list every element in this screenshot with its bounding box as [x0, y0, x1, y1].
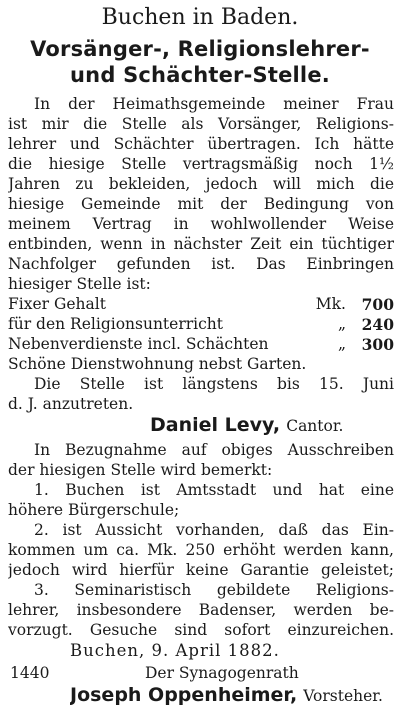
salary-label: für den Religionsunterricht	[8, 315, 224, 333]
salary-unit: Mk.	[315, 295, 346, 313]
salary-unit: „	[337, 315, 346, 333]
body-line: meinem Vertrag in wohlwollender Weise	[8, 215, 394, 233]
salary-row	[8, 335, 394, 354]
title-line-1: Vorsänger-, Religionslehrer-	[30, 37, 370, 61]
notice-line: 3. Seminaristisch gebildete Religions-	[34, 581, 394, 599]
body-line: entbinden, wenn in nächster Zeit ein tüchtiger	[8, 235, 394, 253]
notice-line: höhere Bürgerschule;	[8, 501, 180, 519]
body-line: In der Heimathsgemeinde meiner Frau	[34, 95, 394, 113]
body-line: ist mir die Stelle als Vorsänger, Religions-	[8, 115, 394, 133]
body-line: d. J. anzutreten.	[8, 395, 134, 413]
notice-line: der hiesigen Stelle wird bemerkt:	[8, 461, 273, 479]
notice-line: In Bezugnahme auf obiges Ausschreiben	[34, 441, 394, 459]
notice-line: kommen um ca. Mk. 250 erhöht werden kann,	[8, 541, 394, 559]
signature-name: Daniel Levy,	[150, 414, 281, 436]
place-heading: Buchen in Baden.	[101, 5, 299, 30]
body-line: lehrer und Schächter übertragen. Ich hätte	[8, 135, 394, 153]
salary-label: Nebenverdienste incl. Schächten	[8, 335, 269, 353]
signature-title: Cantor.	[286, 417, 344, 435]
council-name: Der Synagogenrath	[145, 664, 299, 682]
notice-line: lehrer, insbesondere Badenser, werden be-	[8, 601, 394, 619]
notice-line: 1. Buchen ist Amtsstadt und hat eine	[34, 481, 394, 499]
notice-line: jedoch wird hierfür keine Garantie geleistet;	[8, 561, 394, 579]
ad-number: 1440	[10, 664, 50, 682]
notice-line: vorzugt. Gesuche sind sofort einzureichen.	[8, 621, 394, 639]
salary-row	[8, 295, 394, 314]
president-name: Joseph Oppenheimer,	[70, 684, 298, 706]
president-title: Vorsteher.	[303, 687, 383, 705]
salary-unit: „	[337, 335, 346, 353]
signature-president	[70, 684, 394, 707]
salary-row	[8, 315, 394, 334]
body-line: hiesige Gemeinde mit der Bedingung von	[8, 195, 394, 213]
body-line: die hiesige Stelle vertragsmäßig noch 1½	[8, 155, 394, 173]
body-line: Nachfolger gefunden ist. Das Einbringen	[8, 255, 394, 273]
body-line: hiesiger Stelle ist:	[8, 275, 151, 293]
salary-label: Fixer Gehalt	[8, 295, 106, 313]
notice-line: 2. ist Aussicht vorhanden, daß das Ein-	[34, 521, 394, 539]
housing-line: Schöne Dienstwohnung nebst Garten.	[8, 355, 307, 373]
salary-amount: 240	[361, 315, 394, 334]
body-line: Jahren zu bekleiden, jedoch will mich die	[8, 175, 394, 193]
title-line-2: und Schächter-Stelle.	[70, 63, 330, 87]
body-line: Die Stelle ist längstens bis 15. Juni	[34, 375, 394, 393]
signature-cantor	[150, 414, 394, 437]
salary-amount: 700	[361, 295, 394, 314]
dateline: Buchen, 9. April 1882.	[70, 641, 280, 660]
salary-amount: 300	[361, 335, 394, 354]
